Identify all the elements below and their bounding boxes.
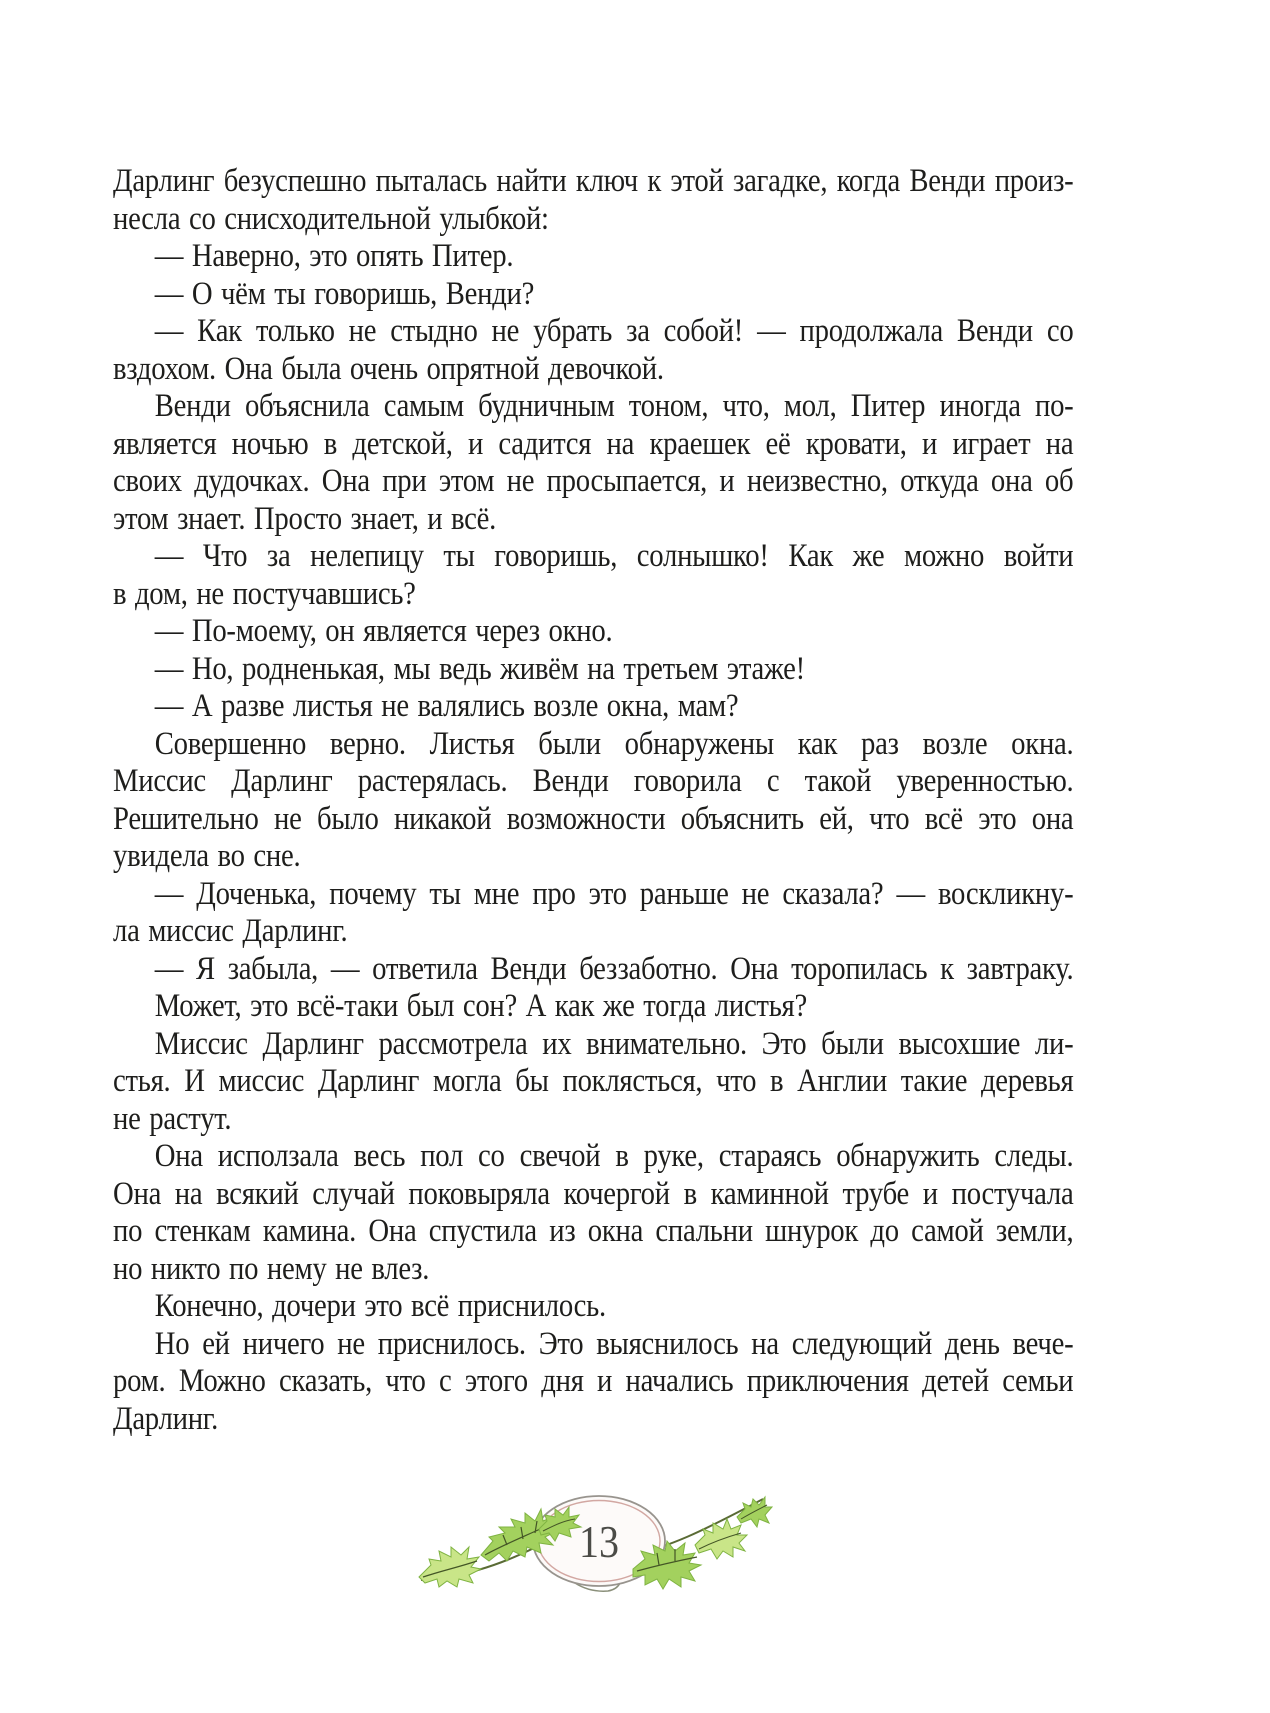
word: день xyxy=(944,1325,1000,1362)
text-line xyxy=(113,1213,1073,1251)
word: камина. xyxy=(262,1213,357,1249)
text-line xyxy=(113,1063,1073,1101)
word: загадке, xyxy=(733,163,828,199)
text-line: не растут. xyxy=(113,1100,232,1137)
word: Совершенно xyxy=(154,725,307,762)
word: обнаружены xyxy=(624,725,774,762)
word: бы xyxy=(515,1063,549,1099)
word: Доченька, xyxy=(196,875,317,912)
word: Я xyxy=(196,950,215,987)
word: откуда xyxy=(900,463,979,499)
word: является xyxy=(113,425,217,462)
word: Питер xyxy=(850,388,926,424)
word: всякий xyxy=(216,1175,299,1212)
word: семьи xyxy=(1002,1363,1074,1399)
word: — xyxy=(896,875,925,912)
word: самым xyxy=(383,388,464,424)
word: поклясться, xyxy=(562,1063,703,1099)
text-line xyxy=(113,1326,1073,1364)
word: пыталась xyxy=(375,163,487,199)
word: случай xyxy=(312,1175,395,1212)
word: говорила xyxy=(633,763,742,799)
word: что, xyxy=(722,388,770,424)
word: возможности xyxy=(506,800,666,837)
word: свечой xyxy=(519,1138,601,1174)
word: мол, xyxy=(783,388,837,424)
word: на xyxy=(174,1175,203,1212)
word: стья. xyxy=(113,1063,171,1099)
word: их xyxy=(542,1025,572,1062)
text-line xyxy=(113,801,1073,839)
word: Можно xyxy=(178,1363,266,1399)
word: И xyxy=(184,1063,205,1099)
word: к xyxy=(940,950,954,987)
word: ей, xyxy=(819,800,854,837)
word: растерялась. xyxy=(357,763,508,799)
word: можно xyxy=(903,538,985,574)
word: следующий xyxy=(791,1325,933,1362)
word: кровати, xyxy=(805,425,907,462)
word: Она xyxy=(321,463,370,499)
word: не xyxy=(741,875,770,912)
word: Англии xyxy=(797,1063,888,1099)
text-line xyxy=(113,1176,1073,1214)
word: своих xyxy=(113,463,182,499)
text-line xyxy=(113,463,1073,501)
text-line xyxy=(113,763,1073,801)
word: говоришь, xyxy=(494,538,618,574)
word: каминной xyxy=(710,1175,829,1212)
text-line: ла миссис Дарлинг. xyxy=(113,913,348,949)
word: об xyxy=(1044,463,1074,499)
word: дня xyxy=(541,1363,584,1399)
word: не xyxy=(491,313,520,349)
text-line: вздохом. Она была очень опрятной девочкой. xyxy=(113,350,664,387)
word: ты xyxy=(429,875,461,912)
page-text xyxy=(113,163,1073,1438)
text-line xyxy=(113,313,1073,351)
word: найти xyxy=(496,163,567,199)
text-line: — Наверно, это опять Питер. xyxy=(154,238,514,274)
text-line: но никто по нему не влез. xyxy=(113,1250,430,1287)
word: объяснить xyxy=(680,800,804,837)
word: объяснила xyxy=(244,388,370,424)
word: почему xyxy=(329,875,417,912)
word: краешек xyxy=(649,425,751,462)
word: рассмотрела xyxy=(378,1025,528,1062)
word: на xyxy=(606,425,635,462)
word: шнурок xyxy=(765,1213,859,1249)
word: исползала xyxy=(217,1138,339,1174)
word: её xyxy=(765,425,791,462)
word: всё xyxy=(924,800,963,837)
word: ключ xyxy=(575,163,638,199)
word: — xyxy=(330,950,360,987)
word: в xyxy=(683,1175,697,1212)
text-line: в дом, не постучавшись? xyxy=(113,575,416,612)
word: самой xyxy=(911,1213,984,1249)
word: про xyxy=(532,875,576,912)
word: не xyxy=(274,800,302,837)
word: безуспешно xyxy=(223,163,367,199)
word: такой xyxy=(804,763,872,799)
word: не xyxy=(506,463,535,499)
word: сказала? xyxy=(782,875,884,912)
word: ты xyxy=(443,538,475,574)
text-line: этом знает. Просто знает, и всё. xyxy=(113,500,497,537)
word: окна xyxy=(587,1213,644,1249)
word: спустила xyxy=(428,1213,537,1249)
word: забыла, xyxy=(227,950,319,987)
text-line: Может, это всё-таки был сон? А как же тогда листья? xyxy=(154,988,807,1024)
word: это xyxy=(978,800,1017,837)
word: и xyxy=(719,463,735,499)
text-line: — Но, родненькая, мы ведь живём на третьем этаже! xyxy=(154,650,805,687)
word: Дарлинг xyxy=(113,163,215,199)
word: раз xyxy=(861,725,899,762)
word: — xyxy=(154,950,184,987)
text-line xyxy=(113,951,1073,989)
word: и xyxy=(922,425,938,462)
word: — xyxy=(757,313,786,349)
text-line: — По-моему, он является через окно. xyxy=(154,613,613,649)
word: и xyxy=(597,1363,613,1399)
word: Как xyxy=(788,538,834,574)
word: и xyxy=(467,425,484,462)
word: Она xyxy=(154,1138,203,1174)
word: спальни xyxy=(655,1213,753,1249)
text-line: Конечно, дочери это всё приснилось. xyxy=(154,1288,606,1324)
word: следы. xyxy=(994,1138,1074,1174)
text-line xyxy=(113,1138,1073,1176)
word: весь xyxy=(353,1138,406,1174)
word: убрать xyxy=(533,313,613,349)
word: ничего xyxy=(242,1325,325,1362)
page-number: 13 xyxy=(579,1516,619,1567)
text-line: — О чём ты говоришь, Венди? xyxy=(154,275,535,312)
word: детской, xyxy=(352,425,453,462)
text-line xyxy=(113,426,1073,464)
word: Венди xyxy=(532,763,609,799)
word: Миссис xyxy=(154,1025,248,1062)
word: Венди xyxy=(490,950,567,987)
word: Дарлинг xyxy=(262,1025,364,1062)
word: завтраку. xyxy=(966,950,1074,987)
word: Это xyxy=(538,1325,584,1362)
word: Это xyxy=(761,1025,807,1062)
word: детей xyxy=(922,1363,989,1399)
word: неизвестно, xyxy=(746,463,888,499)
text-line xyxy=(113,538,1073,576)
word: что xyxy=(869,800,910,837)
word: — xyxy=(154,313,184,349)
word: когда xyxy=(836,163,900,199)
word: играет xyxy=(952,425,1031,462)
word: же xyxy=(852,538,885,574)
text-line xyxy=(113,726,1073,764)
word: произ- xyxy=(994,163,1074,199)
word: Она xyxy=(113,1175,162,1212)
word: начались xyxy=(625,1363,734,1399)
word: руке, xyxy=(643,1138,704,1174)
word: ей xyxy=(202,1325,230,1362)
text-line xyxy=(113,876,1073,914)
word: земли, xyxy=(995,1213,1074,1249)
word: торопилась xyxy=(791,950,928,987)
word: этого xyxy=(464,1363,528,1399)
word: Венди xyxy=(956,313,1033,349)
word: это xyxy=(588,875,627,912)
word: Но xyxy=(154,1325,190,1362)
text-line xyxy=(113,1363,1073,1401)
word: Венди xyxy=(909,163,986,199)
word: — xyxy=(154,538,184,574)
word: с xyxy=(766,763,780,799)
word: внимательно. xyxy=(586,1025,747,1062)
word: этой xyxy=(670,163,724,199)
word: будничным xyxy=(478,388,615,424)
word: Что xyxy=(202,538,248,574)
word: деревья xyxy=(980,1063,1074,1099)
word: никакой xyxy=(394,800,492,837)
text-line: несла со снисходительной улыбкой: xyxy=(113,200,549,237)
word: за xyxy=(626,313,650,349)
word: стыдно xyxy=(390,313,478,349)
word: такие xyxy=(900,1063,968,1099)
word: ночью xyxy=(231,425,309,462)
word: солнышко! xyxy=(636,538,769,574)
word: иногда xyxy=(939,388,1021,424)
word: за xyxy=(266,538,291,574)
word: в xyxy=(770,1063,784,1099)
word: Решительно xyxy=(113,800,259,837)
text-line xyxy=(113,1026,1073,1064)
word: поковыряла xyxy=(408,1175,550,1212)
word: верно. xyxy=(329,725,406,762)
word: дудочках. xyxy=(194,463,310,499)
word: со xyxy=(1046,313,1074,349)
word: окна. xyxy=(1011,725,1074,762)
word: садится xyxy=(498,425,592,462)
word: вече- xyxy=(1012,1325,1074,1362)
word: Она xyxy=(730,950,779,987)
word: и xyxy=(922,1175,938,1212)
text-line xyxy=(113,163,1073,201)
word: постучала xyxy=(951,1175,1074,1212)
word: выяснилось xyxy=(596,1325,739,1362)
word: Миссис xyxy=(113,763,206,799)
word: пол xyxy=(420,1138,464,1174)
word: с xyxy=(439,1363,452,1399)
word: на xyxy=(751,1325,779,1362)
word: ром. xyxy=(113,1363,166,1399)
word: Она xyxy=(368,1213,417,1249)
word: этом xyxy=(438,463,495,499)
text-line: Дарлинг. xyxy=(113,1400,218,1437)
text-line: — А разве листья не валялись возле окна, мам? xyxy=(154,688,739,724)
word: могла xyxy=(432,1063,502,1099)
word: Венди xyxy=(154,388,231,424)
word: ответила xyxy=(372,950,478,987)
word: приключения xyxy=(746,1363,909,1399)
word: к xyxy=(647,163,662,199)
word: стараясь xyxy=(718,1138,822,1174)
word: на xyxy=(1045,425,1074,462)
page-number-ornament xyxy=(411,1477,775,1613)
leaf xyxy=(737,1497,772,1527)
word: ли- xyxy=(1034,1025,1074,1062)
word: по- xyxy=(1034,388,1074,424)
word: нелепицу xyxy=(310,538,424,574)
word: не xyxy=(337,1325,365,1362)
word: обнаружить xyxy=(836,1138,980,1174)
word: Дарлинг xyxy=(231,763,333,799)
word: приснилось. xyxy=(377,1325,526,1362)
leaf xyxy=(419,1547,481,1587)
word: со xyxy=(478,1138,505,1174)
word: в xyxy=(323,425,338,462)
text-line: увидела во сне. xyxy=(113,838,301,874)
word: возле xyxy=(922,725,988,762)
word: при xyxy=(382,463,427,499)
word: мне xyxy=(473,875,520,912)
leaf-ornament-icon xyxy=(411,1477,775,1613)
word: — xyxy=(154,875,184,912)
word: продолжала xyxy=(799,313,943,349)
word: не xyxy=(348,313,377,349)
word: стенкам xyxy=(154,1213,251,1249)
word: было xyxy=(317,800,379,837)
word: кочергой xyxy=(563,1175,670,1212)
word: она xyxy=(990,463,1033,499)
word: трубе xyxy=(842,1175,910,1212)
word: Листья xyxy=(429,725,515,762)
word: были xyxy=(821,1025,884,1062)
word: воскликну- xyxy=(937,875,1074,912)
word: в xyxy=(615,1138,629,1174)
word: просыпается, xyxy=(546,463,708,499)
word: она xyxy=(1031,800,1074,837)
word: Дарлинг xyxy=(317,1063,420,1099)
word: уверенностью. xyxy=(896,763,1074,799)
word: из xyxy=(549,1213,576,1249)
word: миссис xyxy=(218,1063,305,1099)
word: раньше xyxy=(639,875,729,912)
word: высохшие xyxy=(898,1025,1021,1062)
word: что xyxy=(385,1363,426,1399)
word: что xyxy=(716,1063,757,1099)
word: тоном, xyxy=(628,388,709,424)
word: до xyxy=(870,1213,899,1249)
word: сказать, xyxy=(278,1363,373,1399)
text-line xyxy=(113,388,1073,426)
word: Как xyxy=(197,313,242,349)
word: по xyxy=(113,1213,143,1249)
word: были xyxy=(538,725,601,762)
word: только xyxy=(255,313,335,349)
word: беззаботно. xyxy=(579,950,718,987)
word: собой! xyxy=(663,313,744,349)
word: как xyxy=(797,725,838,762)
word: войти xyxy=(1003,538,1074,574)
